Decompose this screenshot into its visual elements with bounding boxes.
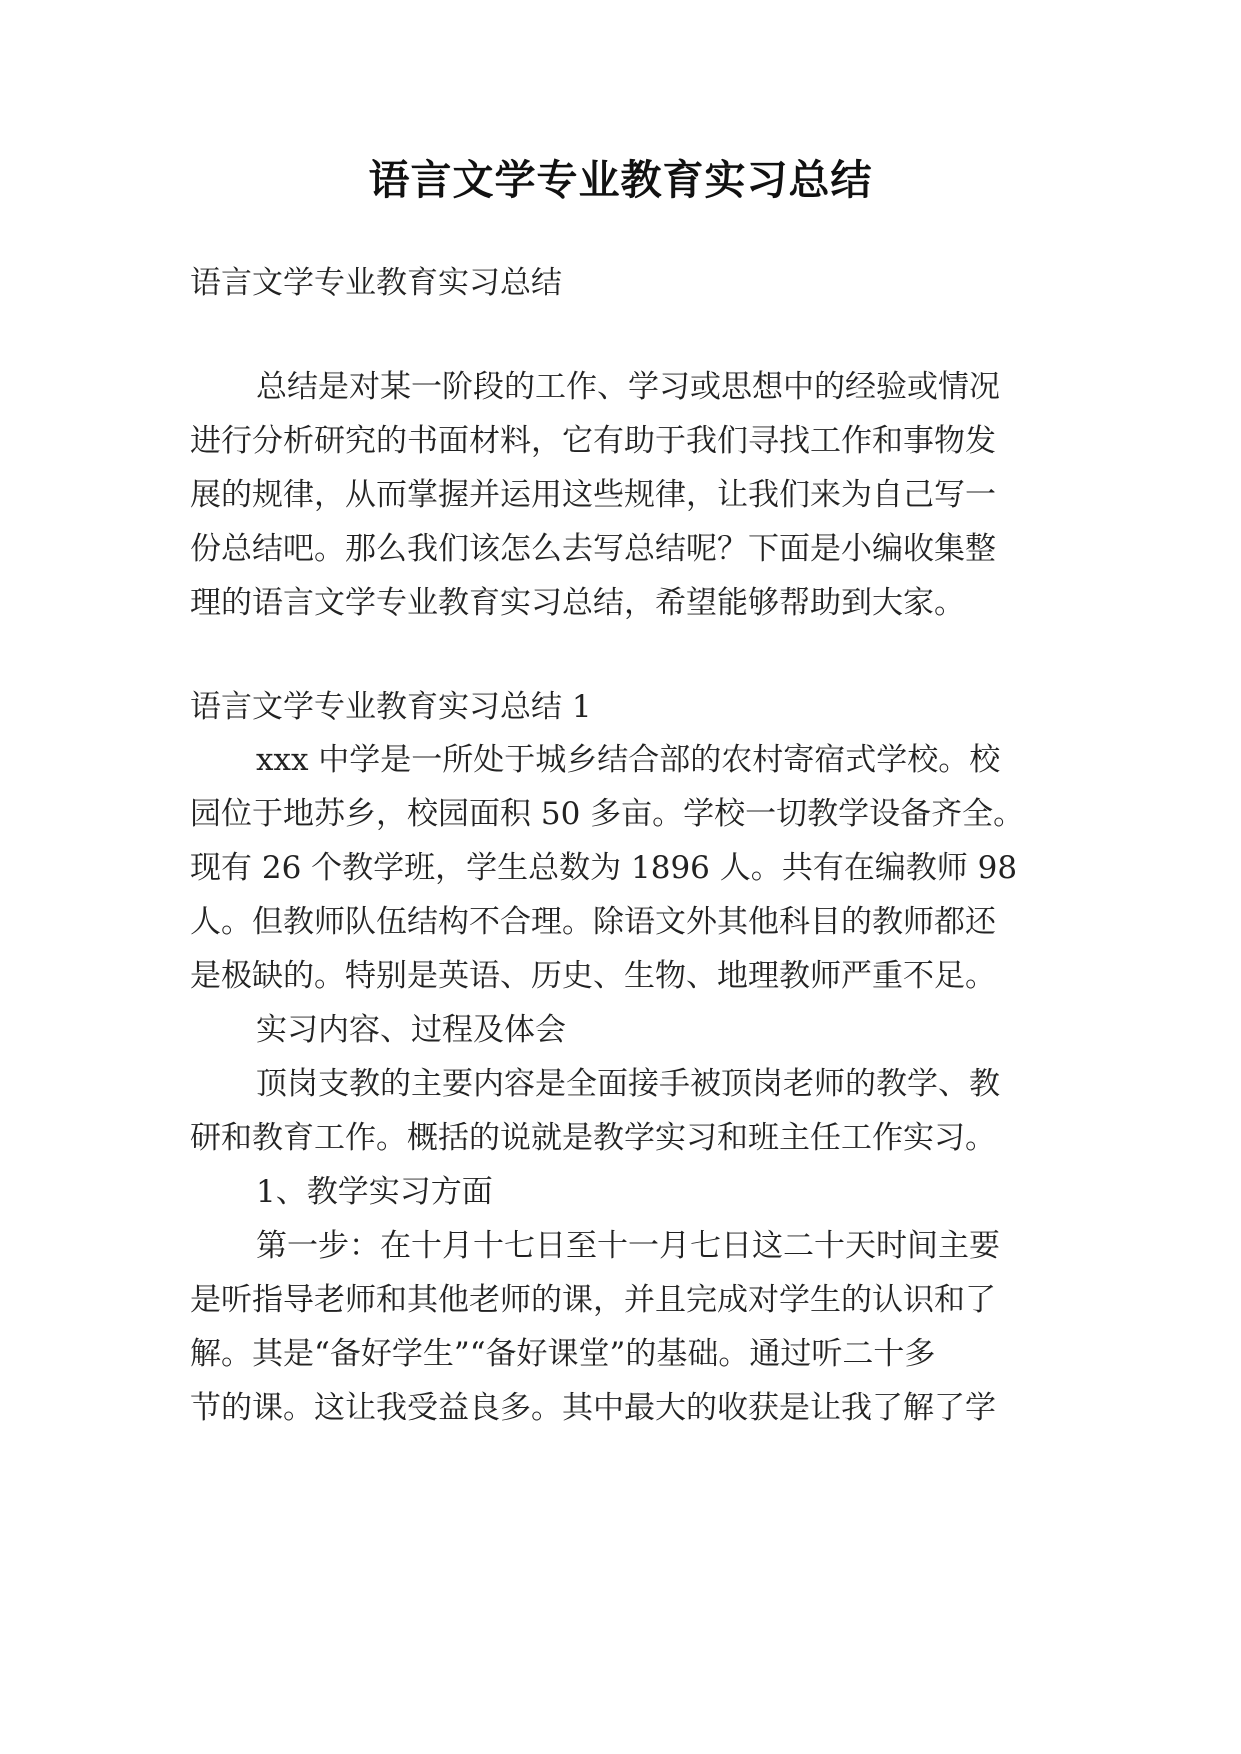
intro-line: 理的语言文学专业教育实习总结，希望能够帮助到大家。 <box>190 585 965 621</box>
content-heading: 实习内容、过程及体会 <box>256 1012 566 1048</box>
document-title: 语言文学专业教育实习总结 <box>368 156 873 204</box>
content-line: 顶岗支教的主要内容是全面接手被顶岗老师的教学、教 <box>256 1066 1000 1102</box>
section-line: 园位于地苏乡，校园面积 50 多亩。学校一切教学设备齐全。 <box>190 796 1025 832</box>
section-line: 现有 26 个教学班，学生总数为 1896 人。共有在编教师 98 <box>190 850 1018 886</box>
intro-line: 份总结吧。那么我们该怎么去写总结呢？下面是小编收集整 <box>190 531 996 567</box>
section-line: 是极缺的。特别是英语、历史、生物、地理教师严重不足。 <box>190 958 996 994</box>
step-line: 是听指导老师和其他老师的课，并且完成对学生的认识和了 <box>190 1282 996 1318</box>
step-line: 节的课。这让我受益良多。其中最大的收获是让我了解了学 <box>190 1390 996 1426</box>
document-subtitle: 语言文学专业教育实习总结 <box>190 265 562 301</box>
step-line: 解。其是“备好学生”“备好课堂”的基础。通过听二十多 <box>190 1336 936 1372</box>
intro-line: 总结是对某一阶段的工作、学习或思想中的经验或情况 <box>256 369 1000 405</box>
section-heading: 语言文学专业教育实习总结 1 <box>190 689 592 725</box>
teaching-heading: 1、教学实习方面 <box>256 1174 493 1210</box>
intro-line: 进行分析研究的书面材料，它有助于我们寻找工作和事物发 <box>190 423 996 459</box>
step-line: 第一步：在十月十七日至十一月七日这二十天时间主要 <box>256 1228 1000 1264</box>
section-line: 人。但教师队伍结构不合理。除语文外其他科目的教师都还 <box>190 904 996 940</box>
section-line: xxx 中学是一所处于城乡结合部的农村寄宿式学校。校 <box>256 742 1001 778</box>
intro-line: 展的规律，从而掌握并运用这些规律，让我们来为自己写一 <box>190 477 996 513</box>
content-line: 研和教育工作。概括的说就是教学实习和班主任工作实习。 <box>190 1120 996 1156</box>
